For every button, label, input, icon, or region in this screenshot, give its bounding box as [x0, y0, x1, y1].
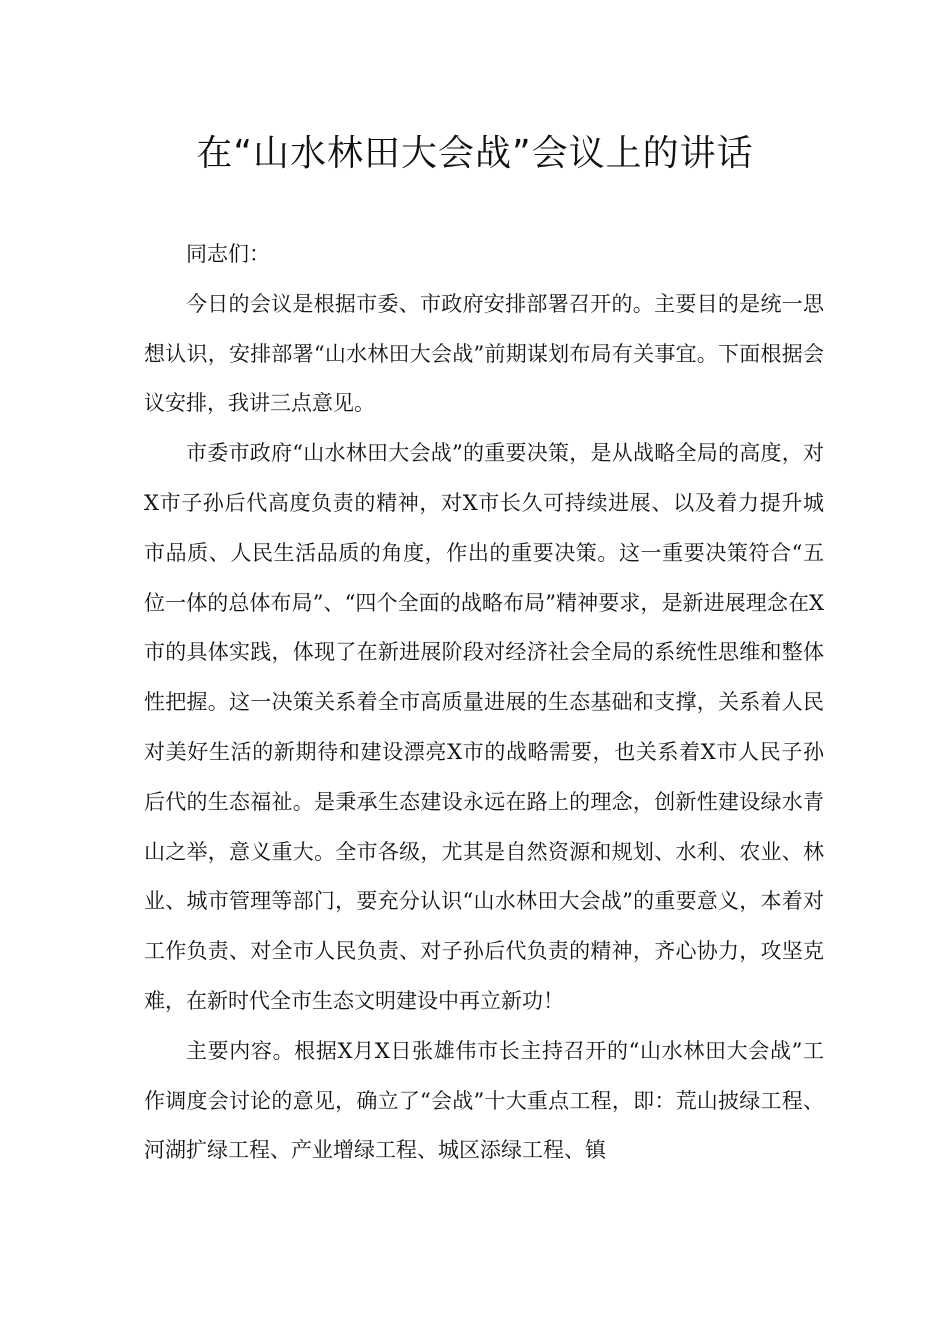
paragraph-salutation: 同志们：	[186, 242, 270, 266]
document-title: 在“山水林田大会战”会议上的讲话	[196, 133, 754, 174]
document-body	[144, 230, 824, 1176]
paragraph-meeting-purpose: 今日的会议是根据市委、市政府安排部署召开的。主要目的是统一思想认识，安排部署“山水林田大会战”前期谋划布局有关事宜。下面根据会议安排，我讲三点意见。	[144, 291, 824, 416]
paragraph-main-content: 主要内容。根据X月X日张雄伟市长主持召开的“山水林田大会战”工作调度会讨论的意见，确立了“会战”十大重点工程，即：荒山披绿工程、河湖扩绿工程、产业增绿工程、城区添绿工程、镇	[144, 1038, 824, 1163]
paragraph-decision-significance: 市委市政府“山水林田大会战”的重要决策，是从战略全局的高度，对X市子孙后代高度负责的精神，对X市长久可持续进展、以及着力提升城市品质、人民生活品质的角度，作出的重要决策。这一重要决策符合“五位一体的总体布局”、“四个全面的战略布局”精神要求，是新进展理念在X市的具体实践，体现了在新进展阶段对经济社会全局的系统性思维和整体性把握。这一决策关系着全市高质量进展的生态基础和支撑，关系着人民对美好生活的新期待和建设漂亮X市的战略需要，也关系着X市人民子孙后代的生态福祉。是秉承生态建设永远在路上的理念，创新性建设绿水青山之举，意义重大。全市各级，尤其是自然资源和规划、水利、农业、林业、城市管理等部门，要充分认识“山水林田大会战”的重要意义，本着对工作负责、对全市人民负责、对子孙后代负责的精神，齐心协力，攻坚克难，在新时代全市生态文明建设中再立新功！	[144, 441, 824, 1013]
